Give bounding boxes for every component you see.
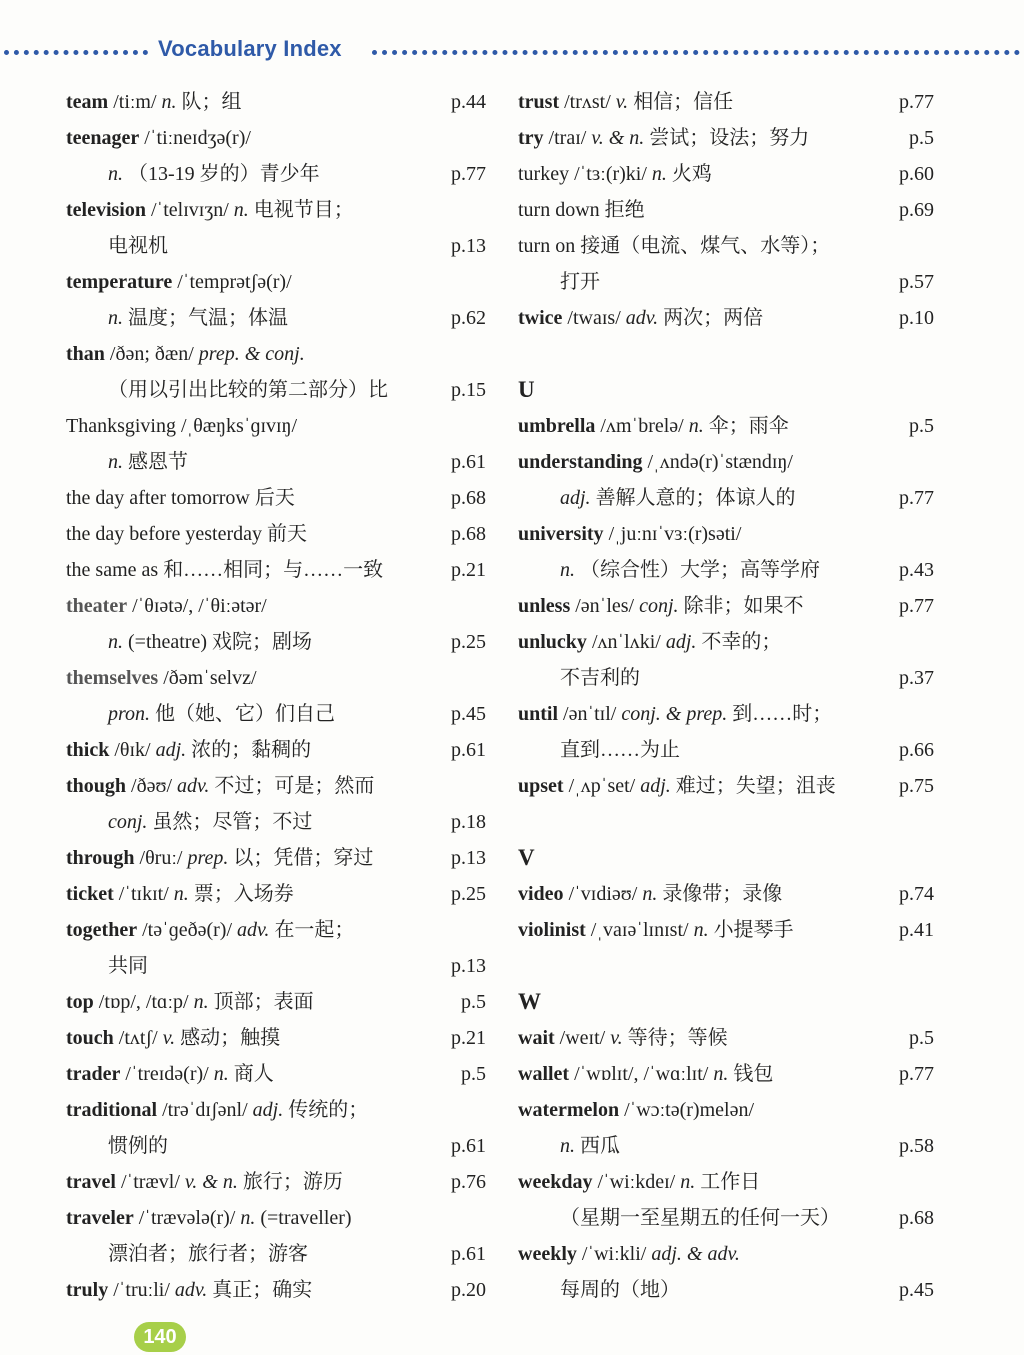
index-header — [0, 36, 1024, 70]
section-letter — [518, 984, 934, 1020]
page-ref: p.13 — [451, 235, 486, 257]
entry-continuation — [518, 1200, 934, 1236]
vocab-entry — [66, 660, 486, 696]
phonetic: /ˈtiːneɪdʒə(r)/ — [144, 127, 251, 149]
definition: （星期一至星期五的任何一天） — [560, 1207, 840, 1229]
page-ref: p.41 — [899, 919, 934, 941]
phonetic: /ˌʌpˈset/ — [568, 775, 636, 797]
phonetic: /tʌtʃ/ — [118, 1027, 158, 1049]
definition: 在一起； — [274, 919, 355, 941]
definition: 相信；信任 — [633, 91, 734, 113]
phonetic: /twaɪs/ — [567, 307, 621, 329]
phonetic: /ˌjuːnɪˈvɜː(r)səti/ — [608, 523, 742, 545]
left-column — [66, 84, 486, 1308]
vocab-entry — [66, 552, 486, 588]
page-ref: p.61 — [451, 451, 486, 473]
definition: 以；凭借；穿过 — [233, 847, 374, 869]
headword: turkey — [518, 163, 570, 185]
part-of-speech: adj. — [560, 487, 591, 509]
page-ref: p.61 — [451, 1243, 486, 1265]
vocab-entry — [518, 624, 934, 660]
page-ref: p.5 — [909, 1027, 934, 1049]
headword: the same as — [66, 559, 159, 581]
part-of-speech: n. — [108, 307, 123, 329]
blank-line — [518, 948, 934, 984]
definition: 和……相同；与……一致 — [163, 559, 384, 581]
page-ref: p.13 — [451, 955, 486, 977]
vocab-entry — [66, 732, 486, 768]
vocab-entry — [66, 1272, 486, 1308]
phonetic: /ənˈles/ — [575, 595, 635, 617]
phonetic: /ˈtrævələ(r)/ — [138, 1207, 236, 1229]
page-ref: p.5 — [909, 415, 934, 437]
phonetic: /ðəmˈselvz/ — [163, 667, 257, 689]
page-ref: p.20 — [451, 1279, 486, 1301]
headword: top — [66, 991, 94, 1013]
headword: truly — [66, 1279, 109, 1301]
part-of-speech: n. — [688, 415, 704, 437]
headword: university — [518, 523, 604, 545]
entry-continuation — [66, 1128, 486, 1164]
page-ref: p.43 — [899, 559, 934, 581]
page-ref: p.77 — [899, 91, 934, 113]
part-of-speech: n. — [560, 1135, 575, 1157]
blank-line — [518, 336, 934, 372]
part-of-speech: conj. & prep. — [621, 703, 728, 725]
headword: violinist — [518, 919, 586, 941]
entry-continuation — [66, 624, 486, 660]
vocab-entry — [518, 228, 934, 264]
headword: weekly — [518, 1243, 577, 1265]
headword: twice — [518, 307, 563, 329]
page-ref: p.74 — [899, 883, 934, 905]
phonetic: /ˌθæŋksˈɡɪvɪŋ/ — [181, 415, 298, 437]
phonetic: /ˈtrævl/ — [120, 1171, 180, 1193]
definition: 浓的；黏稠的 — [191, 739, 312, 761]
definition: 共同 — [108, 955, 148, 977]
definition: 小提琴手 — [713, 919, 794, 941]
headword: themselves — [66, 667, 159, 689]
page-ref: p.68 — [899, 1207, 934, 1229]
headword: weekday — [518, 1171, 593, 1193]
page-ref: p.13 — [451, 847, 486, 869]
entry-continuation — [66, 300, 486, 336]
vocab-entry — [518, 1236, 934, 1272]
dotted-rule-left — [4, 50, 148, 55]
phonetic: /ðəʊ/ — [131, 775, 172, 797]
part-of-speech: prep. & conj. — [198, 343, 305, 365]
part-of-speech: n. — [680, 1171, 696, 1193]
vocab-entry — [66, 1092, 486, 1128]
section-letter-label: V — [518, 845, 535, 870]
phonetic: /trəˈdɪʃənl/ — [162, 1099, 248, 1121]
entry-continuation — [66, 948, 486, 984]
part-of-speech: n. — [161, 91, 177, 113]
page-ref: p.15 — [451, 379, 486, 401]
page-ref: p.10 — [899, 307, 934, 329]
headword: try — [518, 127, 544, 149]
page-ref: p.45 — [451, 703, 486, 725]
vocab-entry — [66, 1020, 486, 1056]
headword: the day before yesterday — [66, 523, 263, 545]
phonetic: /ˈθɪətə/, /ˈθiːətər/ — [132, 595, 267, 617]
part-of-speech: n. — [560, 559, 575, 581]
part-of-speech: adv. — [237, 919, 270, 941]
vocab-entry — [66, 336, 486, 372]
phonetic: /ˈwiːkli/ — [581, 1243, 647, 1265]
section-letter — [518, 372, 934, 408]
headword: the day after tomorrow — [66, 487, 250, 509]
vocab-entry — [66, 876, 486, 912]
part-of-speech: n. — [240, 1207, 256, 1229]
vocab-entry — [518, 588, 934, 624]
phonetic: /ˈtruːli/ — [113, 1279, 170, 1301]
section-letter-label: U — [518, 377, 535, 402]
vocab-entry — [66, 1164, 486, 1200]
phonetic: /θɪk/ — [114, 739, 151, 761]
part-of-speech: v. — [610, 1027, 623, 1049]
page-ref: p.18 — [451, 811, 486, 833]
part-of-speech: v. & n. — [591, 127, 645, 149]
definition: (=theatre) 戏院；剧场 — [128, 631, 313, 653]
definition: 尝试；设法；努力 — [649, 127, 810, 149]
page-ref: p.5 — [909, 127, 934, 149]
vocab-entry — [518, 1164, 934, 1200]
page-ref: p.21 — [451, 1027, 486, 1049]
part-of-speech: adj. — [252, 1099, 284, 1121]
headword: together — [66, 919, 138, 941]
section-letter-label: W — [518, 989, 541, 1014]
page-ref: p.61 — [451, 739, 486, 761]
vocab-entry — [518, 156, 934, 192]
part-of-speech: conj. — [639, 595, 679, 617]
page-ref: p.37 — [899, 667, 934, 689]
headword: team — [66, 91, 109, 113]
entry-continuation — [518, 552, 934, 588]
entry-continuation — [66, 228, 486, 264]
vocab-entry — [66, 588, 486, 624]
part-of-speech: n. — [213, 1063, 229, 1085]
entry-continuation — [518, 264, 934, 300]
page-ref: p.61 — [451, 1135, 486, 1157]
headword: than — [66, 343, 105, 365]
phonetic: /ˈtɜː(r)ki/ — [574, 163, 647, 185]
definition: 每周的（地） — [560, 1279, 680, 1301]
page-ref: p.5 — [461, 1063, 486, 1085]
headword: understanding — [518, 451, 643, 473]
definition: 难过；失望；沮丧 — [675, 775, 836, 797]
vocab-entry — [518, 1092, 934, 1128]
vocab-entry — [66, 516, 486, 552]
vocab-entry — [518, 192, 934, 228]
phonetic: /təˈɡeðə(r)/ — [142, 919, 233, 941]
entry-continuation — [518, 660, 934, 696]
definition: 直到……为止 — [560, 739, 680, 761]
vocab-entry — [518, 120, 934, 156]
definition: 传统的； — [288, 1099, 369, 1121]
definition: 火鸡 — [671, 163, 712, 185]
headword: though — [66, 775, 127, 797]
definition: 感恩节 — [128, 451, 188, 473]
headword: thick — [66, 739, 110, 761]
definition: （用以引出比较的第二部分）比 — [108, 379, 388, 401]
part-of-speech: adj. & adv. — [651, 1243, 740, 1265]
definition: （综合性）大学；高等学府 — [580, 559, 820, 581]
phonetic: /ˈtɪkɪt/ — [118, 883, 169, 905]
part-of-speech: pron. — [108, 703, 151, 725]
part-of-speech: adj. — [155, 739, 187, 761]
definition: 录像带；录像 — [662, 883, 783, 905]
page-ref: p.66 — [899, 739, 934, 761]
vocab-entry — [518, 1020, 934, 1056]
entry-continuation — [518, 1128, 934, 1164]
phonetic: /ˈtreɪdə(r)/ — [125, 1063, 209, 1085]
part-of-speech: n. — [108, 631, 123, 653]
phonetic: /weɪt/ — [559, 1027, 606, 1049]
dotted-rule-right — [372, 50, 1020, 55]
entry-continuation — [66, 696, 486, 732]
definition: 惯例的 — [108, 1135, 168, 1157]
phonetic: /ˌvaɪəˈlɪnɪst/ — [590, 919, 689, 941]
headword: through — [66, 847, 135, 869]
definition: 不吉利的 — [560, 667, 640, 689]
phonetic: /ənˈtɪl/ — [563, 703, 617, 725]
headword: temperature — [66, 271, 173, 293]
headword: turn on — [518, 235, 576, 257]
headword: television — [66, 199, 146, 221]
phonetic: /ðən; ðæn/ — [109, 343, 194, 365]
headword: watermelon — [518, 1099, 620, 1121]
vocab-entry — [518, 408, 934, 444]
phonetic: /ˈtemprətʃə(r)/ — [177, 271, 292, 293]
page-ref: p.77 — [899, 595, 934, 617]
headword: wallet — [518, 1063, 570, 1085]
headword: turn down — [518, 199, 600, 221]
definition: 队；组 — [181, 91, 242, 113]
headword: Thanksgiving — [66, 415, 176, 437]
phonetic: /trʌst/ — [564, 91, 611, 113]
definition: 他（她、它）们自己 — [155, 703, 336, 725]
phonetic: /ˈtelɪvɪʒn/ — [151, 199, 229, 221]
definition: 后天 — [254, 487, 295, 509]
definition: （13-19 岁的）青少年 — [128, 163, 320, 185]
part-of-speech: v. & n. — [184, 1171, 238, 1193]
vocab-entry — [66, 264, 486, 300]
part-of-speech: conj. — [108, 811, 148, 833]
header-title: Vocabulary Index — [158, 36, 342, 61]
entry-continuation — [518, 480, 934, 516]
part-of-speech: v. — [615, 91, 629, 113]
page-ref: p.25 — [451, 883, 486, 905]
phonetic: /ˈwiːkdeɪ/ — [597, 1171, 676, 1193]
headword: traditional — [66, 1099, 158, 1121]
definition: 票；入场券 — [193, 883, 294, 905]
headword: upset — [518, 775, 564, 797]
page-ref: p.68 — [451, 487, 486, 509]
part-of-speech: n. — [108, 451, 123, 473]
definition: 等待；等候 — [627, 1027, 728, 1049]
page-ref: p.69 — [899, 199, 934, 221]
phonetic: /ˌʌndə(r)ˈstændɪŋ/ — [647, 451, 793, 473]
section-letter — [518, 840, 934, 876]
headword: ticket — [66, 883, 114, 905]
definition: 电视机 — [108, 235, 168, 257]
part-of-speech: n. — [108, 163, 123, 185]
definition: 打开 — [560, 271, 600, 293]
page-ref: p.77 — [451, 163, 486, 185]
page-ref: p.68 — [451, 523, 486, 545]
definition: 钱包 — [733, 1063, 774, 1085]
vocab-entry — [518, 768, 934, 804]
definition: 西瓜 — [580, 1135, 620, 1157]
entry-continuation — [66, 372, 486, 408]
page-ref: p.77 — [899, 1063, 934, 1085]
page-ref: p.5 — [461, 991, 486, 1013]
part-of-speech: n. — [713, 1063, 729, 1085]
definition: (=traveller) — [260, 1207, 352, 1229]
vocab-entry — [66, 120, 486, 156]
vocab-entry — [66, 192, 486, 228]
page-number-badge: 140 — [134, 1322, 186, 1352]
part-of-speech: n. — [173, 883, 189, 905]
phonetic: /θruː/ — [139, 847, 183, 869]
definition: 除非；如果不 — [683, 595, 804, 617]
part-of-speech: n. — [693, 919, 709, 941]
definition: 不过；可是；然而 — [214, 775, 375, 797]
right-column — [518, 84, 934, 1308]
headword: unlucky — [518, 631, 587, 653]
vocab-entry — [518, 696, 934, 732]
page-ref: p.58 — [899, 1135, 934, 1157]
vocab-entry — [66, 1200, 486, 1236]
part-of-speech: prep. — [187, 847, 229, 869]
vocab-entry — [518, 876, 934, 912]
definition: 旅行；游历 — [242, 1171, 343, 1193]
part-of-speech: adj. — [665, 631, 697, 653]
definition: 不幸的； — [701, 631, 782, 653]
entry-continuation — [66, 444, 486, 480]
headword: trust — [518, 91, 560, 113]
definition: 顶部；表面 — [213, 991, 314, 1013]
vocab-entry — [66, 768, 486, 804]
definition: 两次；两倍 — [663, 307, 764, 329]
phonetic: /tɒp/, /tɑːp/ — [98, 991, 189, 1013]
headword: trader — [66, 1063, 121, 1085]
part-of-speech: adv. — [625, 307, 659, 329]
definition: 拒绝 — [604, 199, 645, 221]
vocab-entry — [66, 984, 486, 1020]
page-ref: p.60 — [899, 163, 934, 185]
page-ref: p.57 — [899, 271, 934, 293]
definition: 漂泊者；旅行者；游客 — [108, 1243, 308, 1265]
definition: 前天 — [267, 523, 308, 545]
definition: 温度；气温；体温 — [128, 307, 288, 329]
phonetic: /ˈwɔːtə(r)melən/ — [624, 1099, 755, 1121]
part-of-speech: n. — [642, 883, 658, 905]
vocab-entry — [518, 84, 934, 120]
vocab-entry — [518, 1056, 934, 1092]
part-of-speech: adv. — [174, 1279, 208, 1301]
page-ref: p.44 — [451, 91, 486, 113]
definition: 到……时； — [732, 703, 833, 725]
definition: 感动；触摸 — [180, 1027, 281, 1049]
vocab-entry — [66, 408, 486, 444]
headword: teenager — [66, 127, 140, 149]
entry-continuation — [66, 156, 486, 192]
part-of-speech: adv. — [177, 775, 210, 797]
headword: unless — [518, 595, 571, 617]
vocab-entry — [66, 840, 486, 876]
part-of-speech: n. — [193, 991, 209, 1013]
definition: 电视节目； — [253, 199, 354, 221]
definition: 工作日 — [700, 1171, 761, 1193]
phonetic: /traɪ/ — [548, 127, 587, 149]
vocab-entry — [66, 480, 486, 516]
entry-continuation — [66, 804, 486, 840]
vocab-entry — [518, 912, 934, 948]
page-ref: p.76 — [451, 1171, 486, 1193]
entry-continuation — [66, 1236, 486, 1272]
headword: traveler — [66, 1207, 134, 1229]
headword: travel — [66, 1171, 116, 1193]
page-ref: p.25 — [451, 631, 486, 653]
phonetic: /ʌnˈlʌki/ — [591, 631, 661, 653]
entry-continuation — [518, 732, 934, 768]
blank-line — [518, 804, 934, 840]
page-ref: p.62 — [451, 307, 486, 329]
headword: umbrella — [518, 415, 596, 437]
page-ref: p.75 — [899, 775, 934, 797]
part-of-speech: n. — [651, 163, 667, 185]
definition: 商人 — [233, 1063, 274, 1085]
definition: 真正；确实 — [212, 1279, 313, 1301]
definition: 虽然；尽管；不过 — [152, 811, 313, 833]
part-of-speech: v. — [162, 1027, 176, 1049]
headword: wait — [518, 1027, 555, 1049]
headword: theater — [66, 595, 128, 617]
page-ref: p.21 — [451, 559, 486, 581]
phonetic: /ˈvɪdiəʊ/ — [568, 883, 638, 905]
headword: touch — [66, 1027, 114, 1049]
vocab-entry — [66, 84, 486, 120]
vocab-entry — [518, 300, 934, 336]
part-of-speech: adj. — [640, 775, 671, 797]
phonetic: /ˈwɒlɪt/, /ˈwɑːlɪt/ — [574, 1063, 709, 1085]
phonetic: /tiːm/ — [113, 91, 157, 113]
vocab-entry — [66, 1056, 486, 1092]
entry-continuation — [518, 1272, 934, 1308]
page-ref: p.45 — [899, 1279, 934, 1301]
definition: 伞；雨伞 — [708, 415, 789, 437]
definition: 善解人意的；体谅人的 — [595, 487, 796, 509]
headword: until — [518, 703, 559, 725]
phonetic: /ʌmˈbrelə/ — [600, 415, 684, 437]
headword: video — [518, 883, 564, 905]
part-of-speech: n. — [233, 199, 249, 221]
definition: 接通（电流、煤气、水等）； — [580, 235, 831, 257]
vocab-entry — [518, 516, 934, 552]
page-ref: p.77 — [899, 487, 934, 509]
vocab-entry — [518, 444, 934, 480]
vocab-entry — [66, 912, 486, 948]
